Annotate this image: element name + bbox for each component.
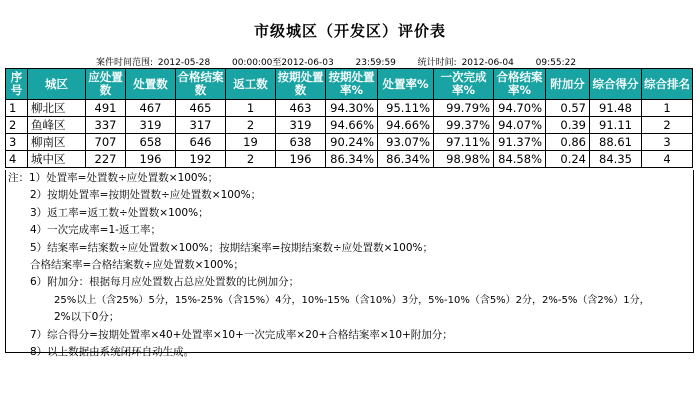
cell-ontime-rate: 86.34% <box>326 151 378 168</box>
notes-panel <box>5 170 694 359</box>
cell-first-pass-rate: 97.11% <box>434 134 494 151</box>
cell-qualified-rate: 84.58% <box>494 151 546 168</box>
col-header-due: 应处置数 <box>86 69 126 100</box>
note-line: 25%以上（含25%）5分，15%-25%（含15%）4分，10%-15%（含10%）3分，5%-10%（含5%）2分，2%-5%（含2%）1分， <box>54 294 650 306</box>
col-header-score: 综合得分 <box>590 69 642 100</box>
note-line: 注：1）处置率=处置数÷应处置数×100%； <box>8 172 219 184</box>
range-start: 2012-05-28 <box>157 58 211 68</box>
cell-rank: 2 <box>642 117 693 134</box>
cell-handled: 467 <box>126 100 176 117</box>
cell-score: 88.61 <box>590 134 642 151</box>
note-line: 4）一次完成率=1-返工率； <box>30 224 161 237</box>
cell-ontime-rate: 90.24% <box>326 134 378 151</box>
cell-ontime: 463 <box>276 100 326 117</box>
cell-handled: 196 <box>126 151 176 168</box>
col-header-first-pass-rate: 一次完成率% <box>434 69 494 100</box>
table-row <box>6 117 693 134</box>
table-row <box>6 151 693 168</box>
cell-handled: 319 <box>126 117 176 134</box>
cell-due: 337 <box>86 117 126 134</box>
note-line: 3）返工率=返工数÷处置数×100%； <box>30 206 209 219</box>
col-header-bonus: 附加分 <box>546 69 590 100</box>
time-range-line <box>96 55 578 68</box>
cell-handle-rate: 93.07% <box>378 134 434 151</box>
cell-handled: 658 <box>126 134 176 151</box>
cell-index: 4 <box>6 151 28 168</box>
cell-district: 鱼峰区 <box>28 117 86 134</box>
range-end-time: 23:59:59 <box>355 58 396 68</box>
cell-score: 91.11 <box>590 117 642 134</box>
cell-district: 柳北区 <box>28 100 86 117</box>
note-line: 合格结案率=合格结案数÷应处置数×100%； <box>30 259 244 272</box>
cell-qualified-rate: 94.70% <box>494 100 546 117</box>
cell-ontime: 319 <box>276 117 326 134</box>
cell-bonus: 0.86 <box>546 134 590 151</box>
cell-index: 1 <box>6 100 28 117</box>
cell-rework: 1 <box>226 100 276 117</box>
cell-due: 707 <box>86 134 126 151</box>
col-header-handle-rate: 处置率% <box>378 69 434 100</box>
cell-ontime-rate: 94.66% <box>326 117 378 134</box>
cell-handle-rate: 95.11% <box>378 100 434 117</box>
col-header-qualified-rate: 合格结案率% <box>494 69 546 100</box>
cell-index: 3 <box>6 134 28 151</box>
stat-time: 09:55:22 <box>535 58 577 68</box>
cell-qualified-rate: 91.37% <box>494 134 546 151</box>
cell-score: 91.48 <box>590 100 642 117</box>
col-header-handled: 处置数 <box>126 69 176 100</box>
cell-ontime: 638 <box>276 134 326 151</box>
col-header-qualified-closed: 合格结案数 <box>176 69 226 100</box>
range-start-time: 00:00:00至2012-06-03 <box>231 58 334 68</box>
col-header-district: 城区 <box>28 69 86 100</box>
cell-bonus: 0.24 <box>546 151 590 168</box>
note-line: 8）以上数据由系统闭环自动生成。 <box>30 346 195 359</box>
cell-qualified-closed: 646 <box>176 134 226 151</box>
note-line: 5）结案率=结案数÷应处置数×100%；按期结案率=按期结案数÷应处置数×100%； <box>30 241 434 254</box>
cell-due: 227 <box>86 151 126 168</box>
col-header-rework: 返工数 <box>226 69 276 100</box>
col-header-ontime: 按期处置数 <box>276 69 326 100</box>
cell-score: 84.35 <box>590 151 642 168</box>
cell-ontime: 196 <box>276 151 326 168</box>
header-row <box>6 69 693 100</box>
cell-first-pass-rate: 98.98% <box>434 151 494 168</box>
cell-index: 2 <box>6 117 28 134</box>
col-header-ontime-rate: 按期处置率% <box>326 69 378 100</box>
cell-rank: 3 <box>642 134 693 151</box>
range-label: 案件时间范围: <box>96 58 154 68</box>
cell-handle-rate: 86.34% <box>378 151 434 168</box>
cell-qualified-rate: 94.07% <box>494 117 546 134</box>
evaluation-table <box>5 68 693 168</box>
cell-bonus: 0.57 <box>546 100 590 117</box>
cell-due: 491 <box>86 100 126 117</box>
col-header-index: 序号 <box>6 69 28 100</box>
stat-label: 统计时间: <box>417 58 457 68</box>
table-row <box>6 100 693 117</box>
note-line: 6）附加分：根据每月应处置数占总应处置数的比例加分； <box>30 276 300 289</box>
cell-qualified-closed: 192 <box>176 151 226 168</box>
cell-rework: 2 <box>226 151 276 168</box>
cell-handle-rate: 94.66% <box>378 117 434 134</box>
note-line: 2）按期处置率=按期处置数÷应处置数×100%； <box>30 189 262 202</box>
table-row <box>6 134 693 151</box>
cell-rank: 4 <box>642 151 693 168</box>
cell-district: 柳南区 <box>28 134 86 151</box>
col-header-rank: 综合排名 <box>642 69 693 100</box>
cell-rework: 19 <box>226 134 276 151</box>
cell-qualified-closed: 465 <box>176 100 226 117</box>
cell-district: 城中区 <box>28 151 86 168</box>
page-title: 市级城区（开发区）评价表 <box>253 22 446 40</box>
cell-rework: 2 <box>226 117 276 134</box>
cell-ontime-rate: 94.30% <box>326 100 378 117</box>
note-line: 7）综合得分=按期处置率×40+处置率×10+一次完成率×20+合格结案率×10+附加分； <box>30 328 453 341</box>
cell-rank: 1 <box>642 100 693 117</box>
stat-date: 2012-06-04 <box>461 58 514 68</box>
note-line: 2%以下0分； <box>54 311 120 324</box>
cell-first-pass-rate: 99.79% <box>434 100 494 117</box>
cell-qualified-closed: 317 <box>176 117 226 134</box>
cell-first-pass-rate: 99.37% <box>434 117 494 134</box>
cell-bonus: 0.39 <box>546 117 590 134</box>
